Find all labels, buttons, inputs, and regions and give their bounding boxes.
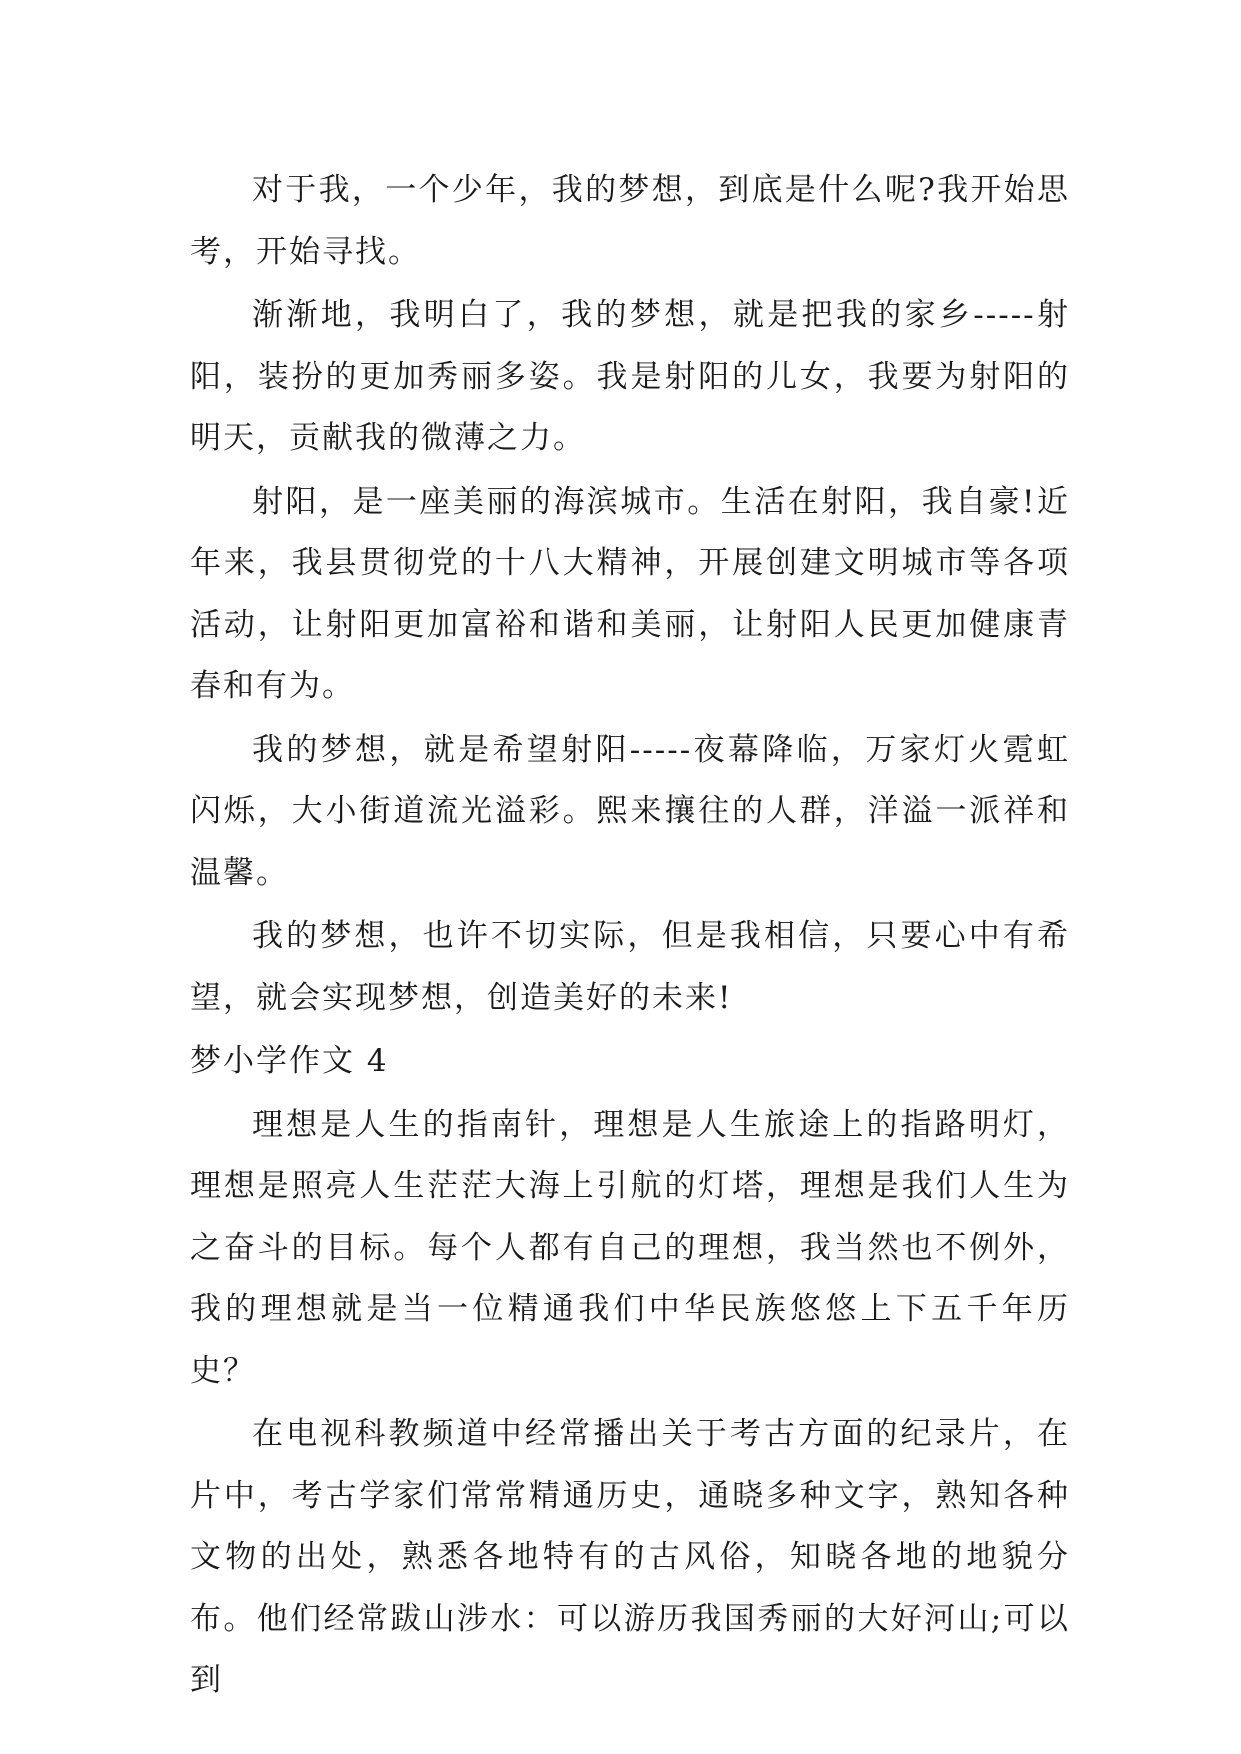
paragraph-2: 渐渐地，我明白了，我的梦想，就是把我的家乡-----射阳，装扮的更加秀丽多姿。我是射阳的儿女，我要为射阳的明天，贡献我的微薄之力。	[190, 297, 1070, 456]
paragraph-4: 我的梦想，就是希望射阳-----夜幕降临，万家灯火霓虹闪烁，大小街道流光溢彩。熙来攘往的人群，洋溢一派祥和温馨。	[190, 731, 1070, 891]
paragraph-3: 射阳，是一座美丽的海滨城市。生活在射阳，我自豪!近年来，我县贯彻党的十八大精神，开展创建文明城市等各项活动，让射阳更加富裕和谐和美丽，让射阳人民更加健康青春和有为。	[190, 483, 1070, 704]
document-page	[190, 160, 1070, 1714]
paragraph-5: 我的梦想，也许不切实际，但是我相信，只要心中有希望，就会实现梦想，创造美好的未来!	[190, 918, 1070, 1016]
paragraph-7: 在电视科教频道中经常播出关于考古方面的纪录片，在片中，考古学家们常常精通历史，通晓多种文字，熟知各种文物的出处，熟悉各地特有的古风俗，知晓各地的地貌分布。他们经常跋山涉水：可以游历我国秀丽的大好河山;可以到	[190, 1416, 1070, 1698]
paragraph-1: 对于我，一个少年，我的梦想，到底是什么呢?我开始思考，开始寻找。	[190, 172, 1070, 270]
section-heading: 梦小学作文 4	[190, 1043, 389, 1079]
paragraph-6: 理想是人生的指南针，理想是人生旅途上的指路明灯，理想是照亮人生茫茫大海上引航的灯塔，理想是我们人生为之奋斗的目标。每个人都有自己的理想，我当然也不例外，我的理想就是当一位精通我们中华民族悠悠上下五千年历史？	[190, 1106, 1070, 1389]
